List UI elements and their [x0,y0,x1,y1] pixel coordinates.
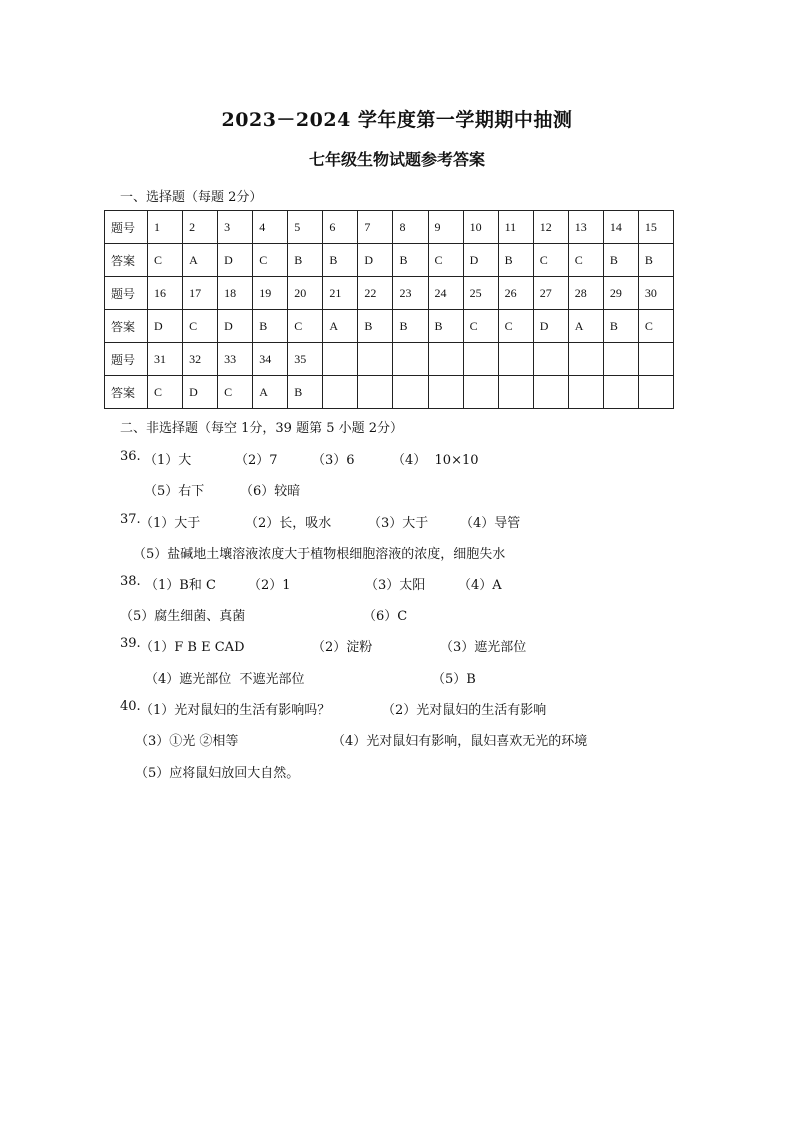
q36-answer-2: （2）7 [235,453,278,468]
section-heading-nonchoice: 二、非选择题（每空 1分，39 题第 5 小题 2分） [120,421,404,436]
table-cell: 13 [568,211,603,244]
q40-answer-5: （5）应将鼠妇放回大自然。 [135,766,300,781]
q38-answer-3: （3）太阳 [365,578,426,593]
row-label: 题号 [105,211,148,244]
table-row [105,343,674,376]
q39-answer-1: （1）F B E CAD [140,640,245,655]
table-cell: B [253,310,288,343]
table-cell: 35 [288,343,323,376]
table-cell [568,343,603,376]
table-row [105,376,674,409]
table-cell: 17 [183,277,218,310]
table-row [105,310,674,343]
table-cell [393,343,428,376]
q38-answer-2: （2）1 [248,578,291,593]
q38-answer-5: （5）腐生细菌、真菌 [120,609,246,624]
q39-number: 39. [120,636,141,651]
table-cell: D [463,244,498,277]
table-cell: 16 [148,277,183,310]
page-subtitle: 七年级生物试题参考答案 [308,150,485,169]
table-cell: 11 [498,211,533,244]
q40-answer-4: （4）光对鼠妇有影响，鼠妇喜欢无光的环境 [332,734,588,749]
table-cell: B [603,244,638,277]
q37-answer-3: （3）大于 [368,516,429,531]
q36-number: 36. [120,449,141,464]
row-label: 题号 [105,343,148,376]
table-cell: B [498,244,533,277]
table-cell [428,376,463,409]
q36-answer-1: （1）大 [144,453,192,468]
q39-answer-2: （2）淀粉 [312,640,373,655]
table-cell: 8 [393,211,428,244]
table-cell: A [253,376,288,409]
table-cell: D [148,310,183,343]
table-cell: 9 [428,211,463,244]
table-cell [533,376,568,409]
table-cell [568,376,603,409]
table-cell: 10 [463,211,498,244]
table-cell: 2 [183,211,218,244]
row-label: 答案 [105,376,148,409]
table-cell [638,343,673,376]
table-cell: A [568,310,603,343]
table-cell: 12 [533,211,568,244]
table-cell: D [358,244,393,277]
q40-answer-1: （1）光对鼠妇的生活有影响吗？ [140,703,331,718]
row-label: 题号 [105,277,148,310]
table-cell: C [498,310,533,343]
table-cell: 24 [428,277,463,310]
table-cell: 15 [638,211,673,244]
q37-answer-1: （1）大于 [140,516,201,531]
table-cell: B [393,310,428,343]
table-cell: C [568,244,603,277]
q38-answer-1: （1）B和 C [145,578,216,593]
table-cell: C [218,376,253,409]
table-cell [428,343,463,376]
table-cell: A [323,310,358,343]
table-cell: C [428,244,463,277]
table-cell: 27 [533,277,568,310]
table-row [105,277,674,310]
table-cell: C [638,310,673,343]
table-cell: D [533,310,568,343]
row-label: 答案 [105,310,148,343]
table-cell: D [183,376,218,409]
table-cell [463,376,498,409]
table-cell: 26 [498,277,533,310]
table-row [105,244,674,277]
table-cell: 14 [603,211,638,244]
table-cell: C [253,244,288,277]
q39-answer-3: （3）遮光部位 [440,640,527,655]
q37-answer-4: （4）导管 [460,516,521,531]
table-cell: 3 [218,211,253,244]
table-cell: 30 [638,277,673,310]
table-cell: 4 [253,211,288,244]
table-cell: 34 [253,343,288,376]
table-cell: C [183,310,218,343]
table-cell [323,343,358,376]
table-cell [533,343,568,376]
table-cell: D [218,244,253,277]
table-cell: 1 [148,211,183,244]
table-cell: B [428,310,463,343]
q37-answer-5: （5）盐碱地土壤溶液浓度大于植物根细胞溶液的浓度，细胞失水 [133,547,506,562]
table-cell [603,376,638,409]
table-cell: 33 [218,343,253,376]
q40-number: 40. [120,699,141,714]
table-cell: C [533,244,568,277]
q40-answer-3: （3）①光 ②相等 [135,734,239,749]
table-cell [358,376,393,409]
table-cell: B [358,310,393,343]
table-cell [498,376,533,409]
table-cell: 21 [323,277,358,310]
section-heading-choice: 一、选择题（每题 2分） [120,190,263,205]
table-cell: 29 [603,277,638,310]
q39-answer-5: （5）B [432,672,476,687]
table-cell: 23 [393,277,428,310]
table-cell [498,343,533,376]
q38-number: 38. [120,574,141,589]
table-cell: 18 [218,277,253,310]
q37-answer-2: （2）长，吸水 [245,516,332,531]
table-cell [358,343,393,376]
table-cell: A [183,244,218,277]
table-cell: 20 [288,277,323,310]
table-cell: 22 [358,277,393,310]
table-cell: 7 [358,211,393,244]
table-cell: 32 [183,343,218,376]
q40-answer-2: （2）光对鼠妇的生活有影响 [382,703,547,718]
q36-answer-3: （3）6 [312,453,355,468]
row-label: 答案 [105,244,148,277]
answer-table [104,210,674,409]
table-cell: 31 [148,343,183,376]
q38-answer-4: （4）A [458,578,502,593]
table-cell: C [148,376,183,409]
q37-number: 37. [120,512,141,527]
table-cell [323,376,358,409]
table-cell: 5 [288,211,323,244]
table-cell [393,376,428,409]
table-cell: D [218,310,253,343]
table-cell: 25 [463,277,498,310]
table-cell [638,376,673,409]
table-cell: B [288,376,323,409]
table-cell: B [393,244,428,277]
table-cell [463,343,498,376]
table-cell: C [148,244,183,277]
table-cell [603,343,638,376]
q39-answer-4: （4）遮光部位 不遮光部位 [145,672,305,687]
q38-answer-6: （6）C [363,609,408,624]
q36-answer-6: （6）较暗 [240,484,301,499]
q36-answer-5: （5）右下 [144,484,205,499]
table-row [105,211,674,244]
page-title: 2023－2024 学年度第一学期期中抽测 [221,109,573,131]
table-cell: 28 [568,277,603,310]
q36-answer-4: （4） 10×10 [392,453,479,468]
table-cell: C [463,310,498,343]
table-cell: B [638,244,673,277]
table-cell: 19 [253,277,288,310]
table-cell: B [323,244,358,277]
table-cell: B [288,244,323,277]
table-cell: 6 [323,211,358,244]
table-cell: B [603,310,638,343]
table-cell: C [288,310,323,343]
